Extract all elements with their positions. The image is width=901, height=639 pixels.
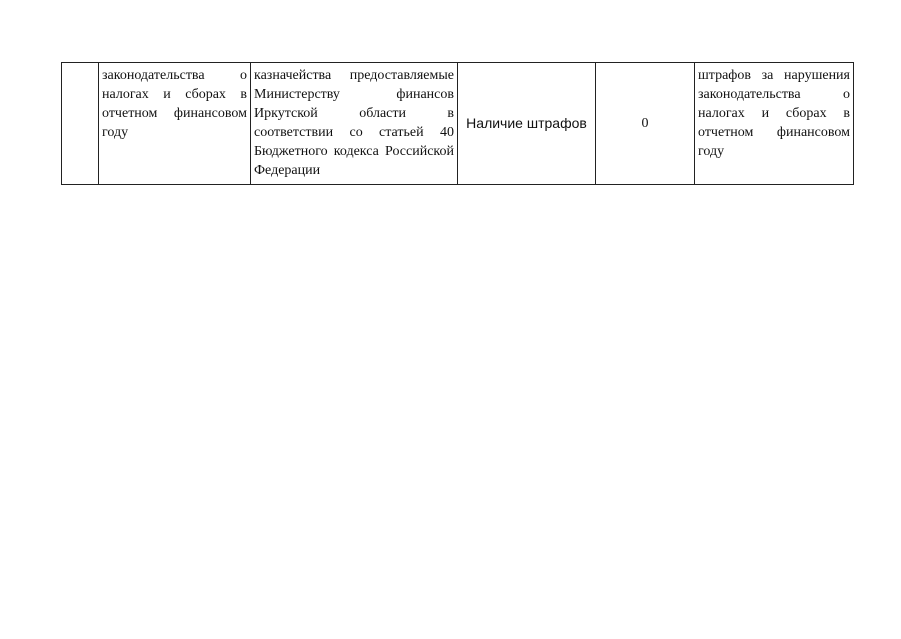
cell-value: 0: [596, 63, 695, 185]
cell-source-continuation: казначейства предоставляемые Министерству финансов Иркутской области в соответствии со статьей 40 Бюджетного кодекса Российской Федерации: [251, 63, 458, 185]
table-row: [62, 63, 854, 185]
document-table: [61, 62, 854, 185]
cell-description-continuation: штрафов за нарушения законодательства о налогах и сборах в отчетном финансовом году: [695, 63, 854, 185]
cell-criterion: Наличие штрафов: [458, 63, 596, 185]
cell-indicator-continuation: законодательства о налогах и сборах в отчетном финансовом году: [99, 63, 251, 185]
cell-number: [62, 63, 99, 185]
